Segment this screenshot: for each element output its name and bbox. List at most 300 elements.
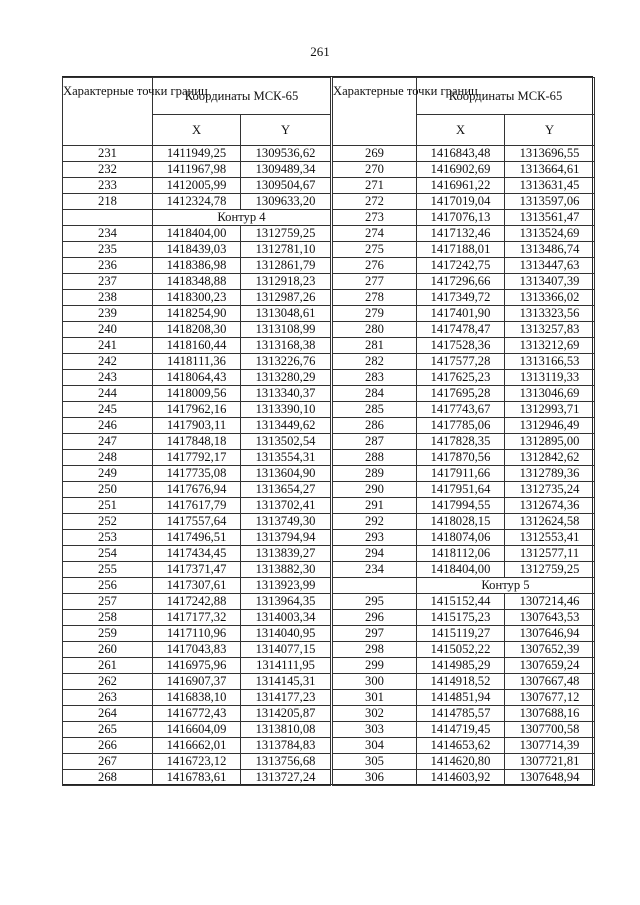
y-cell: 1313166,53: [505, 354, 595, 370]
table-row: [333, 226, 595, 242]
table-row: [333, 642, 595, 658]
y-cell: 1313604,90: [241, 466, 331, 482]
y-cell: 1313554,31: [241, 450, 331, 466]
point-cell: 290: [333, 482, 417, 498]
point-cell: 280: [333, 322, 417, 338]
y-cell: 1313486,74: [505, 242, 595, 258]
table-row: [333, 322, 595, 338]
x-cell: 1416843,48: [417, 146, 505, 162]
x-cell: 1417434,45: [153, 546, 241, 562]
point-cell: 232: [63, 162, 153, 178]
coordinates-table-left: [62, 77, 331, 786]
table-row: [63, 754, 331, 770]
x-cell: 1417043,83: [153, 642, 241, 658]
contour-row: [63, 210, 331, 226]
table-row: [333, 562, 595, 578]
point-cell: 306: [333, 770, 417, 786]
point-cell: 285: [333, 402, 417, 418]
x-cell: 1418111,36: [153, 354, 241, 370]
x-cell: 1417019,04: [417, 194, 505, 210]
y-cell: 1313631,45: [505, 178, 595, 194]
y-cell: 1309489,34: [241, 162, 331, 178]
point-cell: 269: [333, 146, 417, 162]
contour-row: [333, 578, 595, 594]
point-cell: 272: [333, 194, 417, 210]
y-cell: 1312861,79: [241, 258, 331, 274]
table-row: [333, 546, 595, 562]
table-row: [63, 290, 331, 306]
point-cell: 255: [63, 562, 153, 578]
point-cell: 282: [333, 354, 417, 370]
table-row: [333, 690, 595, 706]
x-cell: 1416604,09: [153, 722, 241, 738]
x-cell: 1411949,25: [153, 146, 241, 162]
table-row: [333, 674, 595, 690]
point-cell: 288: [333, 450, 417, 466]
y-cell: 1313226,76: [241, 354, 331, 370]
table-row: [63, 450, 331, 466]
right-table-body: [333, 146, 595, 786]
y-cell: 1313447,63: [505, 258, 595, 274]
point-cell: 301: [333, 690, 417, 706]
point-cell: 248: [63, 450, 153, 466]
x-cell: 1414785,57: [417, 706, 505, 722]
point-cell: 249: [63, 466, 153, 482]
header-y: Y: [505, 115, 595, 146]
y-cell: 1312842,62: [505, 450, 595, 466]
table-row: [63, 530, 331, 546]
point-cell: 259: [63, 626, 153, 642]
y-cell: 1312987,26: [241, 290, 331, 306]
y-cell: 1307700,58: [505, 722, 595, 738]
table-row: [333, 482, 595, 498]
y-cell: 1307646,94: [505, 626, 595, 642]
header-coordinates: Координаты МСК-65: [417, 78, 595, 115]
point-cell: 291: [333, 498, 417, 514]
table-row: [63, 338, 331, 354]
point-cell: 276: [333, 258, 417, 274]
table-row: [63, 674, 331, 690]
point-cell: 296: [333, 610, 417, 626]
table-row: [333, 434, 595, 450]
table-row: [63, 322, 331, 338]
header-coordinates: Координаты МСК-65: [153, 78, 331, 115]
table-row: [63, 546, 331, 562]
table-row: [333, 258, 595, 274]
x-cell: 1417177,32: [153, 610, 241, 626]
contour-label: Контур 4: [153, 210, 331, 226]
x-cell: 1417110,96: [153, 626, 241, 642]
x-cell: 1417911,66: [417, 466, 505, 482]
point-cell: 241: [63, 338, 153, 354]
x-cell: 1418112,06: [417, 546, 505, 562]
point-cell: 247: [63, 434, 153, 450]
y-cell: 1307667,48: [505, 674, 595, 690]
table-row: [63, 482, 331, 498]
x-cell: 1418254,90: [153, 306, 241, 322]
table-row: [63, 578, 331, 594]
left-table-body: [63, 146, 331, 786]
table-row: [63, 738, 331, 754]
x-cell: 1418064,43: [153, 370, 241, 386]
point-cell: 257: [63, 594, 153, 610]
point-cell: 300: [333, 674, 417, 690]
y-cell: 1307677,12: [505, 690, 595, 706]
y-cell: 1313108,99: [241, 322, 331, 338]
y-cell: 1313794,94: [241, 530, 331, 546]
table-row: [333, 242, 595, 258]
point-cell: 244: [63, 386, 153, 402]
header-points: Характерные точки границ: [63, 78, 153, 146]
y-cell: 1307214,46: [505, 594, 595, 610]
x-cell: 1417132,46: [417, 226, 505, 242]
point-cell: 243: [63, 370, 153, 386]
table-row: [63, 466, 331, 482]
x-cell: 1417528,36: [417, 338, 505, 354]
y-cell: 1313727,24: [241, 770, 331, 786]
y-cell: 1314205,87: [241, 706, 331, 722]
x-cell: 1417296,66: [417, 274, 505, 290]
point-cell: 283: [333, 370, 417, 386]
x-cell: 1416975,96: [153, 658, 241, 674]
point-cell: 237: [63, 274, 153, 290]
table-row: [63, 386, 331, 402]
point-cell: 295: [333, 594, 417, 610]
x-cell: 1417792,17: [153, 450, 241, 466]
table-row: [333, 754, 595, 770]
y-cell: 1313810,08: [241, 722, 331, 738]
table-row: [333, 178, 595, 194]
y-cell: 1313502,54: [241, 434, 331, 450]
point-cell: 299: [333, 658, 417, 674]
table-row: [63, 370, 331, 386]
x-cell: 1418300,23: [153, 290, 241, 306]
y-cell: 1313882,30: [241, 562, 331, 578]
table-row: [333, 594, 595, 610]
table-row: [63, 258, 331, 274]
table-row: [63, 194, 331, 210]
table-row: [333, 306, 595, 322]
table-row: [333, 354, 595, 370]
y-cell: 1307652,39: [505, 642, 595, 658]
x-cell: 1417676,94: [153, 482, 241, 498]
x-cell: 1415052,22: [417, 642, 505, 658]
x-cell: 1418386,98: [153, 258, 241, 274]
contour-spacer: [333, 578, 417, 594]
y-cell: 1312993,71: [505, 402, 595, 418]
header-x: X: [153, 115, 241, 146]
table-row: [63, 162, 331, 178]
x-cell: 1417557,64: [153, 514, 241, 530]
table-row: [333, 290, 595, 306]
y-cell: 1313696,55: [505, 146, 595, 162]
table-row: [63, 514, 331, 530]
point-cell: 264: [63, 706, 153, 722]
y-cell: 1313839,27: [241, 546, 331, 562]
point-cell: 289: [333, 466, 417, 482]
x-cell: 1418028,15: [417, 514, 505, 530]
y-cell: 1313340,37: [241, 386, 331, 402]
table-row: [333, 194, 595, 210]
table-row: [333, 626, 595, 642]
x-cell: 1417695,28: [417, 386, 505, 402]
y-cell: 1307688,16: [505, 706, 595, 722]
y-cell: 1313212,69: [505, 338, 595, 354]
point-cell: 284: [333, 386, 417, 402]
x-cell: 1418439,03: [153, 242, 241, 258]
x-cell: 1414603,92: [417, 770, 505, 786]
y-cell: 1313923,99: [241, 578, 331, 594]
x-cell: 1418348,88: [153, 274, 241, 290]
y-cell: 1314003,34: [241, 610, 331, 626]
table-row: [333, 274, 595, 290]
point-cell: 238: [63, 290, 153, 306]
y-cell: 1313654,27: [241, 482, 331, 498]
x-cell: 1417785,06: [417, 418, 505, 434]
point-cell: 242: [63, 354, 153, 370]
y-cell: 1309536,62: [241, 146, 331, 162]
point-cell: 270: [333, 162, 417, 178]
point-cell: 245: [63, 402, 153, 418]
point-cell: 302: [333, 706, 417, 722]
table-row: [63, 242, 331, 258]
table-row: [63, 354, 331, 370]
header-x: X: [417, 115, 505, 146]
y-cell: 1313664,61: [505, 162, 595, 178]
table-row: [63, 418, 331, 434]
y-cell: 1312577,11: [505, 546, 595, 562]
x-cell: 1415175,23: [417, 610, 505, 626]
coordinates-table-right: [332, 77, 595, 786]
x-cell: 1417242,75: [417, 258, 505, 274]
y-cell: 1309504,67: [241, 178, 331, 194]
x-cell: 1414653,62: [417, 738, 505, 754]
y-cell: 1313046,69: [505, 386, 595, 402]
x-cell: 1417478,47: [417, 322, 505, 338]
table-row: [333, 610, 595, 626]
table-row: [63, 306, 331, 322]
table-row: [333, 770, 595, 786]
x-cell: 1414918,52: [417, 674, 505, 690]
point-cell: 304: [333, 738, 417, 754]
table-row: [333, 402, 595, 418]
table-row: [63, 722, 331, 738]
contour-label: Контур 5: [417, 578, 595, 594]
y-cell: 1313784,83: [241, 738, 331, 754]
point-cell: 240: [63, 322, 153, 338]
table-row: [63, 434, 331, 450]
point-cell: 256: [63, 578, 153, 594]
point-cell: 305: [333, 754, 417, 770]
point-cell: 279: [333, 306, 417, 322]
y-cell: 1307659,24: [505, 658, 595, 674]
x-cell: 1416783,61: [153, 770, 241, 786]
point-cell: 260: [63, 642, 153, 658]
point-cell: 234: [333, 562, 417, 578]
x-cell: 1417625,23: [417, 370, 505, 386]
x-cell: 1417242,88: [153, 594, 241, 610]
x-cell: 1417188,01: [417, 242, 505, 258]
point-cell: 234: [63, 226, 153, 242]
table-row: [333, 722, 595, 738]
table-row: [333, 418, 595, 434]
point-cell: 262: [63, 674, 153, 690]
point-cell: 286: [333, 418, 417, 434]
table-row: [333, 706, 595, 722]
table-row: [63, 690, 331, 706]
y-cell: 1313168,38: [241, 338, 331, 354]
header-y: Y: [241, 115, 331, 146]
point-cell: 258: [63, 610, 153, 626]
point-cell: 298: [333, 642, 417, 658]
y-cell: 1313524,69: [505, 226, 595, 242]
point-cell: 287: [333, 434, 417, 450]
header-points: Характерные точки границ: [333, 78, 417, 146]
x-cell: 1414620,80: [417, 754, 505, 770]
point-cell: 271: [333, 178, 417, 194]
point-cell: 275: [333, 242, 417, 258]
table-row: [333, 466, 595, 482]
point-cell: 281: [333, 338, 417, 354]
x-cell: 1416961,22: [417, 178, 505, 194]
point-cell: 251: [63, 498, 153, 514]
y-cell: 1313756,68: [241, 754, 331, 770]
x-cell: 1417617,79: [153, 498, 241, 514]
y-cell: 1313702,41: [241, 498, 331, 514]
point-cell: 254: [63, 546, 153, 562]
x-cell: 1417951,64: [417, 482, 505, 498]
x-cell: 1417848,18: [153, 434, 241, 450]
x-cell: 1417076,13: [417, 210, 505, 226]
point-cell: 233: [63, 178, 153, 194]
x-cell: 1417401,90: [417, 306, 505, 322]
x-cell: 1414985,29: [417, 658, 505, 674]
y-cell: 1313407,39: [505, 274, 595, 290]
table-row: [63, 658, 331, 674]
point-cell: 273: [333, 210, 417, 226]
y-cell: 1313449,62: [241, 418, 331, 434]
y-cell: 1312895,00: [505, 434, 595, 450]
x-cell: 1418404,00: [153, 226, 241, 242]
x-cell: 1415152,44: [417, 594, 505, 610]
x-cell: 1414719,45: [417, 722, 505, 738]
x-cell: 1417496,51: [153, 530, 241, 546]
table-row: [63, 626, 331, 642]
y-cell: 1313366,02: [505, 290, 595, 306]
y-cell: 1314177,23: [241, 690, 331, 706]
page-number: 261: [310, 44, 330, 59]
x-cell: 1417577,28: [417, 354, 505, 370]
x-cell: 1417962,16: [153, 402, 241, 418]
x-cell: 1416838,10: [153, 690, 241, 706]
table-row: [333, 162, 595, 178]
y-cell: 1313119,33: [505, 370, 595, 386]
y-cell: 1312624,58: [505, 514, 595, 530]
table-row: [333, 146, 595, 162]
x-cell: 1412324,78: [153, 194, 241, 210]
y-cell: 1312759,25: [505, 562, 595, 578]
point-cell: 239: [63, 306, 153, 322]
y-cell: 1312759,25: [241, 226, 331, 242]
table-row: [333, 738, 595, 754]
x-cell: 1417735,08: [153, 466, 241, 482]
y-cell: 1313257,83: [505, 322, 595, 338]
x-cell: 1416772,43: [153, 706, 241, 722]
table-row: [333, 450, 595, 466]
table-row: [63, 594, 331, 610]
y-cell: 1314145,31: [241, 674, 331, 690]
point-cell: 268: [63, 770, 153, 786]
y-cell: 1313597,06: [505, 194, 595, 210]
x-cell: 1417870,56: [417, 450, 505, 466]
x-cell: 1417371,47: [153, 562, 241, 578]
table-row: [63, 402, 331, 418]
y-cell: 1314077,15: [241, 642, 331, 658]
table-row: [333, 210, 595, 226]
point-cell: 252: [63, 514, 153, 530]
table-row: [333, 530, 595, 546]
point-cell: 235: [63, 242, 153, 258]
x-cell: 1418160,44: [153, 338, 241, 354]
point-cell: 218: [63, 194, 153, 210]
y-cell: 1312781,10: [241, 242, 331, 258]
contour-spacer: [63, 210, 153, 226]
y-cell: 1307714,39: [505, 738, 595, 754]
table-row: [63, 562, 331, 578]
point-cell: 265: [63, 722, 153, 738]
y-cell: 1313749,30: [241, 514, 331, 530]
y-cell: 1307643,53: [505, 610, 595, 626]
point-cell: 274: [333, 226, 417, 242]
y-cell: 1314040,95: [241, 626, 331, 642]
table-row: [63, 226, 331, 242]
point-cell: 231: [63, 146, 153, 162]
x-cell: 1417903,11: [153, 418, 241, 434]
x-cell: 1417828,35: [417, 434, 505, 450]
table-row: [63, 146, 331, 162]
point-cell: 297: [333, 626, 417, 642]
x-cell: 1411967,98: [153, 162, 241, 178]
y-cell: 1312553,41: [505, 530, 595, 546]
y-cell: 1313964,35: [241, 594, 331, 610]
x-cell: 1417743,67: [417, 402, 505, 418]
x-cell: 1418074,06: [417, 530, 505, 546]
point-cell: 266: [63, 738, 153, 754]
table-row: [333, 498, 595, 514]
point-cell: 292: [333, 514, 417, 530]
table-row: [333, 658, 595, 674]
table-row: [333, 338, 595, 354]
x-cell: 1418208,30: [153, 322, 241, 338]
table-row: [63, 706, 331, 722]
y-cell: 1313280,29: [241, 370, 331, 386]
x-cell: 1414851,94: [417, 690, 505, 706]
point-cell: 236: [63, 258, 153, 274]
x-cell: 1416902,69: [417, 162, 505, 178]
x-cell: 1416723,12: [153, 754, 241, 770]
x-cell: 1417994,55: [417, 498, 505, 514]
y-cell: 1313561,47: [505, 210, 595, 226]
y-cell: 1312946,49: [505, 418, 595, 434]
x-cell: 1416662,01: [153, 738, 241, 754]
y-cell: 1313390,10: [241, 402, 331, 418]
y-cell: 1307648,94: [505, 770, 595, 786]
x-cell: 1418009,56: [153, 386, 241, 402]
point-cell: 303: [333, 722, 417, 738]
point-cell: 278: [333, 290, 417, 306]
table-row: [333, 386, 595, 402]
point-cell: 246: [63, 418, 153, 434]
